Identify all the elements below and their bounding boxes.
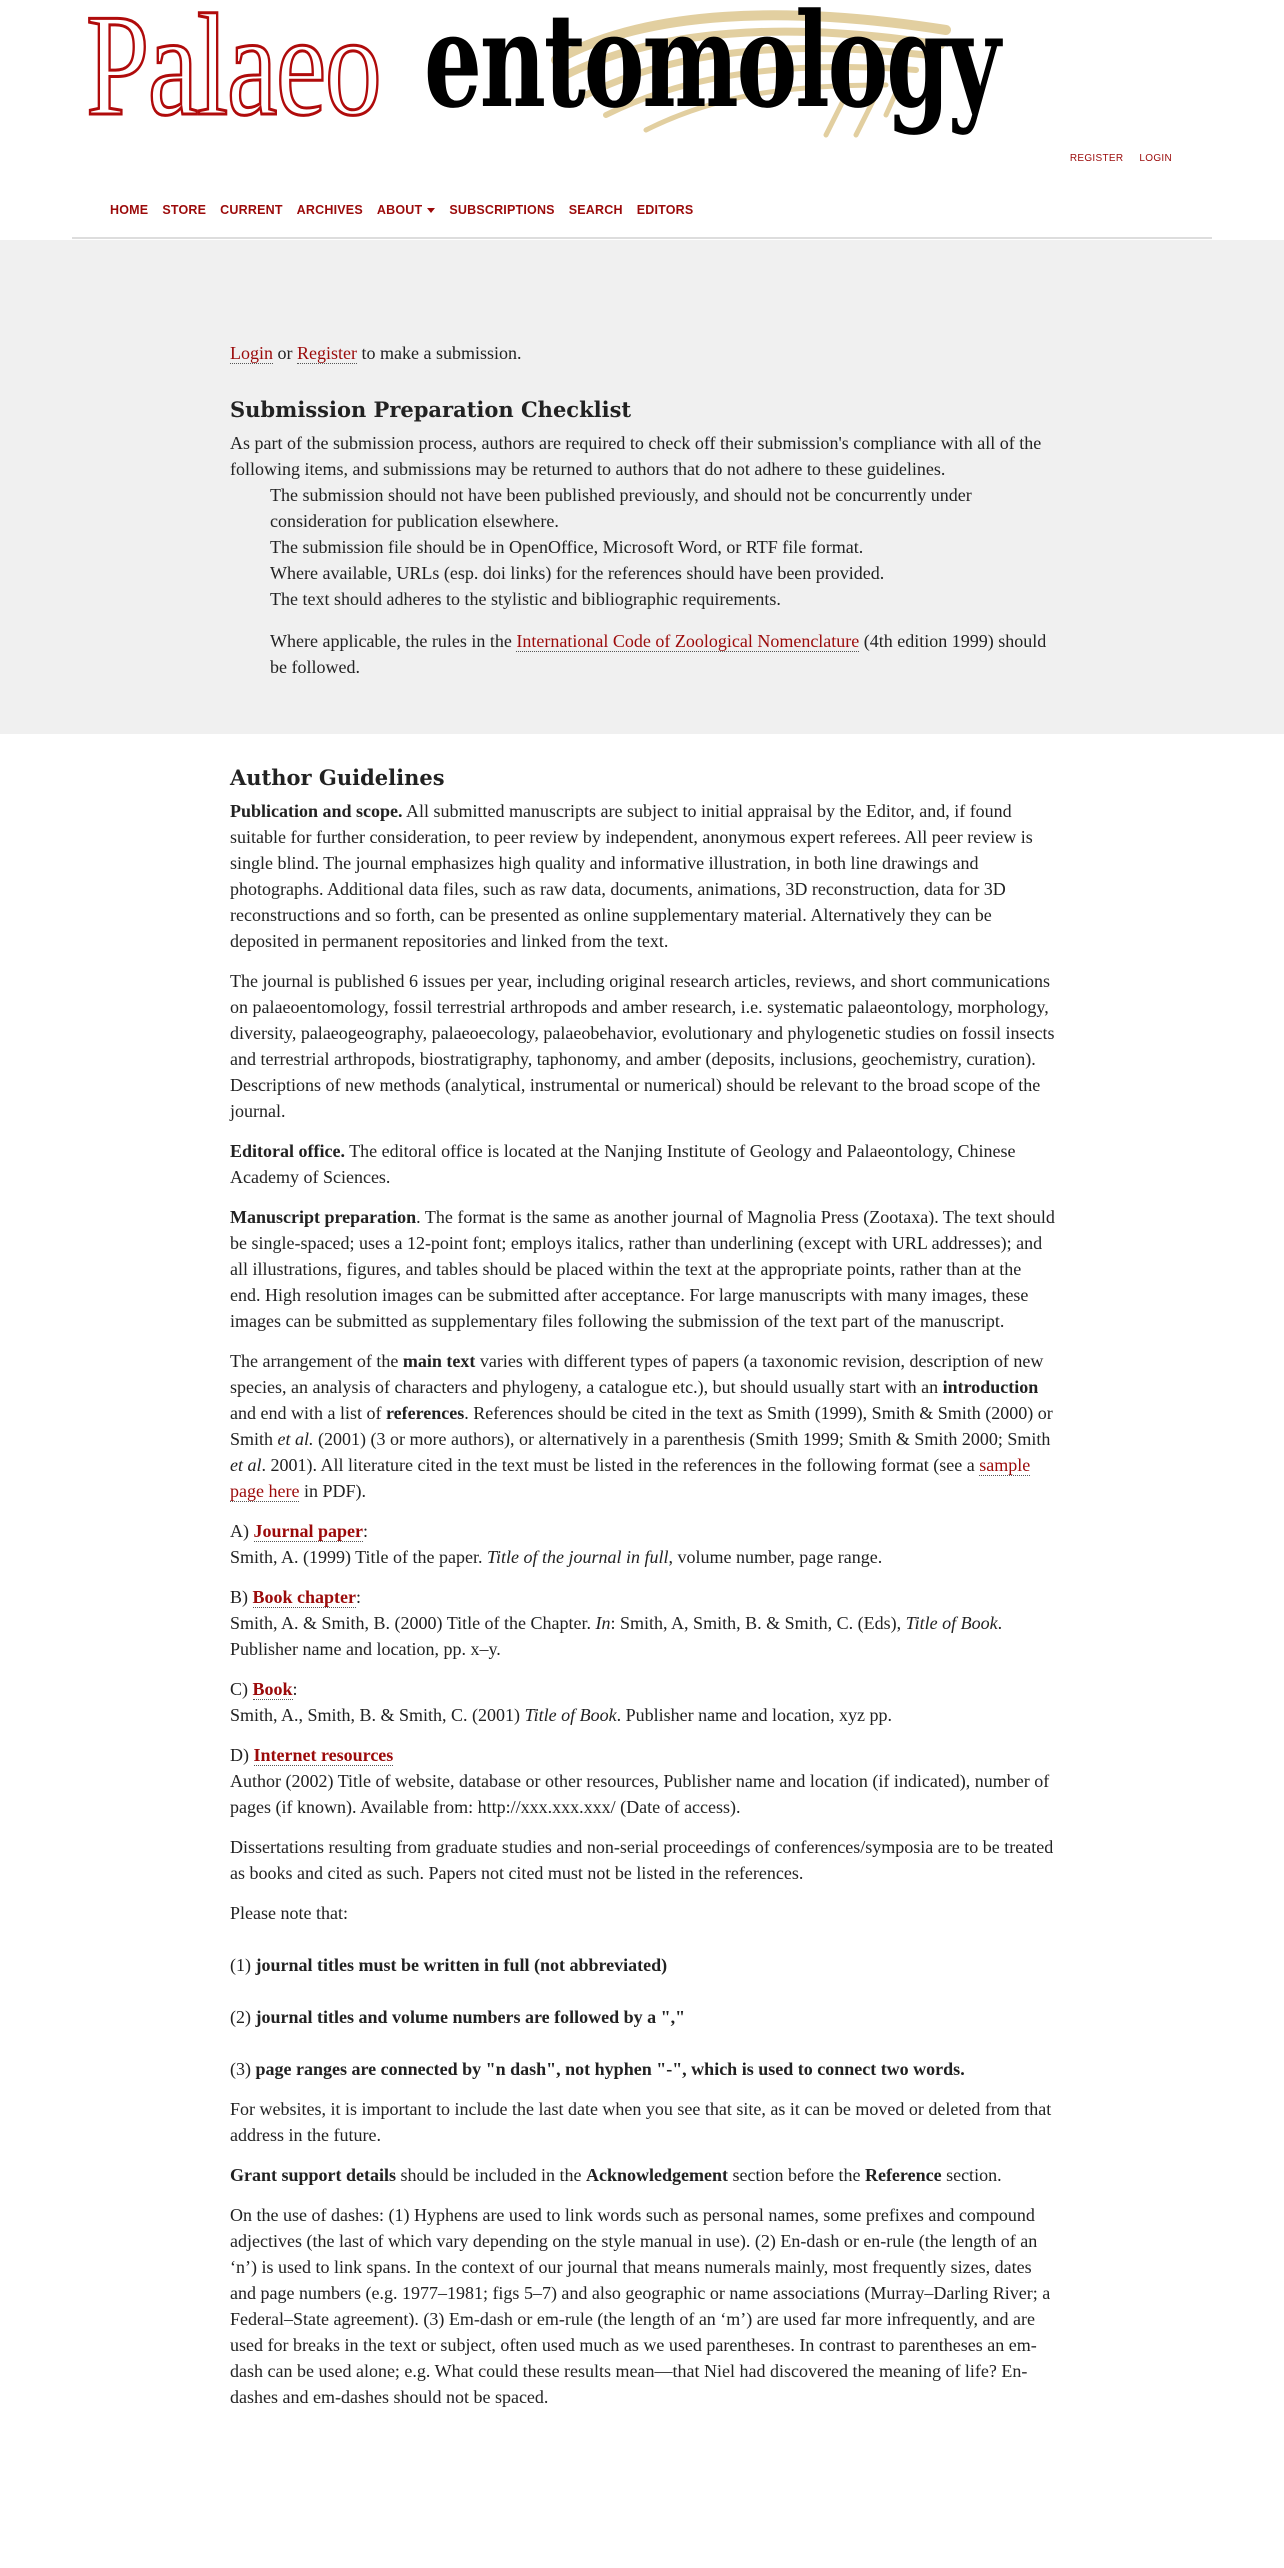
reference-format-chapter (230, 1584, 1056, 1662)
submission-checklist-section (0, 240, 1284, 734)
journal-logo[interactable] (86, 0, 999, 146)
note-text: journal titles and volume numbers are followed by a "," (255, 2007, 686, 2027)
please-note: Please note that: (230, 1903, 348, 1923)
text: section before the (728, 2165, 865, 2185)
reference-format-internet (230, 1742, 1056, 1820)
text: . 2001). All literature cited in the text must be listed in the references in the following format (see a (261, 1455, 980, 1475)
caret-down-icon (427, 208, 435, 213)
dissertations-paragraph: Dissertations resulting from graduate studies and non-serial proceedings of conferences/symposia are to be treated as books and cited as such. Papers not cited must not be listed in the references. (230, 1837, 1054, 1883)
note-number: (3) (230, 2059, 256, 2079)
text: should be included in the (396, 2165, 586, 2185)
icz-prefix: Where applicable, the rules in the (270, 631, 517, 651)
checklist-intro: As part of the submission process, authors are required to check off their submission's compliance with all of the following items, and submissions may be returned to authors that do not adhere to these guidelines. (230, 433, 1042, 479)
nav-home[interactable]: HOME (110, 203, 149, 217)
ref-text: Author (2002) Title of website, database or other resources, Publisher name and location (if indicated), number of pages (if known). Available from: http://xxx.xxx.xxx/ (Date of access). (230, 1771, 1050, 1817)
text: and end with a list of (230, 1403, 386, 1423)
office-lead: Editoral office. (230, 1141, 345, 1161)
logo-palaeo-text: Palaeo (86, 0, 381, 146)
submission-suffix-text: to make a submission. (357, 343, 522, 363)
note-number: (1) (230, 1955, 256, 1975)
arrangement-paragraph (230, 1348, 1056, 1504)
text: section. (941, 2165, 1002, 2185)
ref-text: , volume number, page range. (668, 1547, 883, 1567)
ref-prefix: D) (230, 1745, 254, 1765)
note-item (230, 2056, 1056, 2082)
guidelines-title: Author Guidelines (230, 765, 445, 790)
bold-reference: Reference (864, 2165, 942, 2185)
checklist-title: Submission Preparation Checklist (230, 397, 632, 422)
note-item (230, 1952, 1056, 1978)
submission-or-text: or (273, 343, 297, 363)
dashes-paragraph: On the use of dashes: (1) Hyphens are used to link words such as personal names, some prefixes and compound adjectives (the last of which vary depending on the style manual in use). (2) En-dash or en-rule (the length of an ‘n’) is used to link spans. In the context of our journal that means numerals mainly, most frequently sizes, dates and page numbers (e.g. 1977–1981; figs 5–7) and also geographic or name associations (Murray–Darling River; a Federal–State agreement). (3) Em-dash or em-rule (the length of an ‘m’) are used far more infrequently, and are used for breaks in the text or subject, often used much as we used parentheses. In contrast to parentheses an em-dash can be used alone; e.g. What could these results mean—that Niel had discovered the meaning of life? En-dashes and em-dashes should not be spaced. (230, 2205, 1051, 2407)
note-number: (2) (230, 2007, 256, 2027)
nav-search[interactable]: SEARCH (568, 203, 623, 217)
scope-paragraph (230, 798, 1056, 954)
ref-colon: : (292, 1679, 298, 1699)
logo-entomology-text: entomology (424, 0, 999, 137)
site-header (0, 0, 1284, 240)
text: . References should be cited in the text as Smith (1999), Smith & Smith (2000) or Smith (230, 1403, 1053, 1449)
checklist-item: Where available, URLs (esp. doi links) for the references should have been provided. (270, 563, 885, 583)
icz-link[interactable]: International Code of Zoological Nomenclature (516, 631, 860, 651)
reference-format-book (230, 1676, 1056, 1728)
text: (2001) (3 or more authors), or alternatively in a parenthesis (Smith 1999; Smith & Smith 2000; Smith (313, 1429, 1051, 1449)
ref-italic: Title of Book (524, 1705, 617, 1725)
ref-prefix: C) (230, 1679, 253, 1699)
manuscript-paragraph (230, 1204, 1056, 1334)
header-divider (72, 237, 1212, 239)
book-chapter-link[interactable]: Book chapter (252, 1587, 356, 1607)
user-nav (1070, 152, 1172, 166)
internet-resources-link[interactable]: Internet resources (253, 1745, 394, 1765)
submission-register-link[interactable]: Register (297, 343, 357, 363)
ref-text: . Publisher name and location, xyz pp. (616, 1705, 893, 1725)
icz-note (270, 628, 1056, 680)
login-link[interactable]: LOGIN (1139, 153, 1172, 164)
journal-scope-paragraph: The journal is published 6 issues per year, including original research articles, reviews, and short communications on palaeoentomology, fossil terrestrial arthropods and amber research, i.e. systematic palaeontology, morphology, diversity, palaeogeography, palaeoecology, palaeobehavior, evolutionary and phylogenetic studies on fossil insects and terrestrial arthropods, biostratigraphy, taphonomy, and amber (deposits, inclusions, geochemistry, curation). Descriptions of new methods (analytical, instrumental or numerical) should be relevant to the broad scope of the journal. (230, 971, 1055, 1121)
websites-paragraph: For websites, it is important to include the last date when you see that site, as it can be moved or deleted from that address in the future. (230, 2099, 1052, 2145)
nav-about[interactable] (377, 202, 435, 218)
journal-paper-link[interactable]: Journal paper (253, 1521, 364, 1541)
office-paragraph (230, 1138, 1056, 1190)
text: The arrangement of the (230, 1351, 403, 1371)
note-text: page ranges are connected by "n dash", not hyphen "-", which is used to connect two words. (255, 2059, 965, 2079)
scope-text: All submitted manuscripts are subject to initial appraisal by the Editor, and, if found suitable for further consideration, to peer review by independent, anonymous expert referees. All peer review is single blind. The journal emphasizes high quality and informative illustration, in both line drawings and photographs. Additional data files, such as raw data, documents, animations, 3D reconstruction, data for 3D reconstructions and so forth, can be presented as online supplementary material. Alternatively they can be deposited in permanent repositories and linked from the text. (230, 801, 1033, 951)
checklist-item: The text should adheres to the stylistic and bibliographic requirements. (270, 589, 781, 609)
nav-current[interactable]: CURRENT (220, 203, 283, 217)
text: varies with different types of papers (a taxonomic revision, description of new species, an analysis of characters and phylogeny, a catalogue etc.), but should usually start with an (230, 1351, 1044, 1397)
ref-text: Smith, A. & Smith, B. (2000) Title of the Chapter. (230, 1613, 596, 1633)
bold-introduction: introduction (942, 1377, 1039, 1397)
manuscript-text: . The format is the same as another journal of Magnolia Press (Zootaxa). The text should be single-spaced; uses a 12-point font; employs italics, rather than underlining (except with URL addresses); and all illustrations, figures, and tables should be placed within the text at the appropriate points, rather than at the end. High resolution images can be submitted after acceptance. For large manuscripts with many images, these images can be submitted as supplementary files following the submission of the text part of the manuscript. (230, 1207, 1055, 1331)
ref-colon: : (356, 1587, 362, 1607)
ref-text: Smith, A. (1999) Title of the paper. (230, 1547, 488, 1567)
register-link[interactable]: REGISTER (1069, 153, 1124, 164)
checklist-item: The submission should not have been published previously, and should not be concurrently under consideration for publication elsewhere. (270, 485, 972, 531)
ref-prefix: A) (230, 1521, 254, 1541)
office-text: The editoral office is located at the Nanjing Institute of Geology and Palaeontology, Chinese Academy of Sciences. (230, 1141, 1016, 1187)
sample-page-link[interactable]: sample page here (230, 1455, 1031, 1501)
bold-main-text: main text (402, 1351, 476, 1371)
note-item (230, 2004, 1056, 2030)
checklist-items (270, 482, 1056, 612)
ref-text: : Smith, A, Smith, B. & Smith, C. (Eds), (610, 1613, 906, 1633)
author-guidelines-section (0, 734, 1284, 2444)
bold-grant: Grant support details (230, 2165, 397, 2185)
bold-acknowledgement: Acknowledgement (586, 2165, 728, 2185)
scope-lead: Publication and scope. (230, 801, 403, 821)
nav-subscriptions[interactable]: SUBSCRIPTIONS (449, 203, 555, 217)
book-link[interactable]: Book (252, 1679, 293, 1699)
text: in PDF). (299, 1481, 366, 1501)
ref-colon: : (363, 1521, 369, 1541)
submission-login-link[interactable]: Login (230, 343, 273, 363)
ref-text: . Publisher name and location, pp. x–y. (230, 1613, 1003, 1659)
icz-suffix: (4th edition 1999) should be followed. (270, 631, 1047, 677)
grant-paragraph (230, 2162, 1056, 2188)
ref-italic: Title of the journal in full (487, 1547, 669, 1567)
checklist-item: The submission file should be in OpenOffice, Microsoft Word, or RTF file format. (270, 537, 864, 557)
submission-prompt (230, 340, 1056, 366)
nav-about-label: ABOUT (376, 203, 423, 217)
ref-italic: Title of Book (905, 1613, 998, 1633)
nav-editors[interactable]: EDITORS (636, 203, 694, 217)
nav-archives[interactable]: ARCHIVES (296, 203, 363, 217)
reference-format-journal (230, 1518, 1056, 1570)
main-nav (110, 202, 693, 218)
bold-references: references (385, 1403, 465, 1423)
note-text: journal titles must be written in full (not abbreviated) (255, 1955, 668, 1975)
ref-italic: In (595, 1613, 611, 1633)
italic-et-al: et al. (277, 1429, 314, 1449)
italic-et-al: et al (230, 1455, 262, 1475)
ref-prefix: B) (230, 1587, 253, 1607)
nav-store[interactable]: STORE (162, 203, 207, 217)
manuscript-lead: Manuscript preparation (230, 1207, 417, 1227)
ref-text: Smith, A., Smith, B. & Smith, C. (2001) (230, 1705, 525, 1725)
